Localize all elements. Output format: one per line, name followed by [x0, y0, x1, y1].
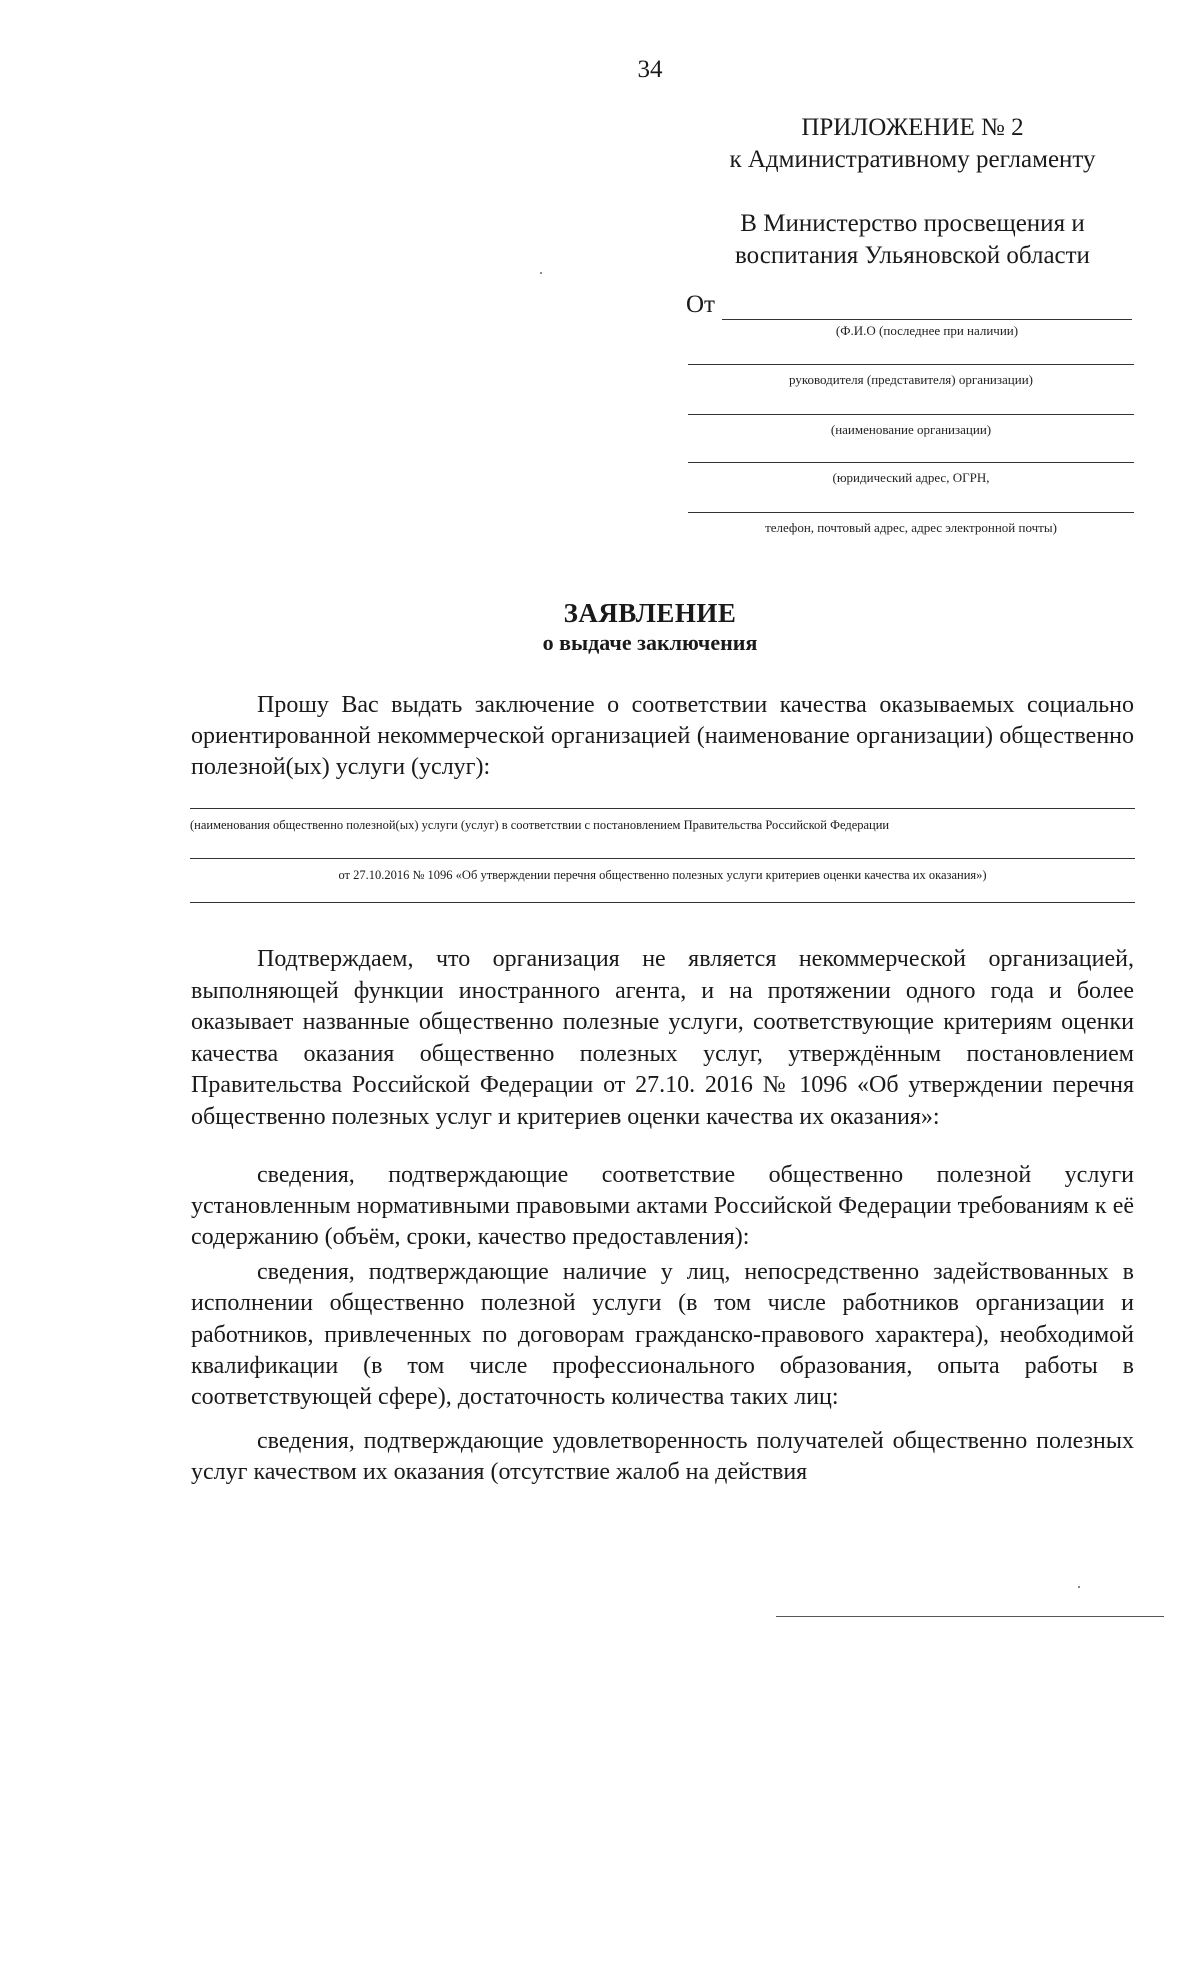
organization-name-caption: (наименование организации) — [830, 422, 992, 437]
annex-title: ПРИЛОЖЕНИЕ № 2 — [801, 114, 1024, 141]
legal-address-line — [688, 462, 1134, 463]
services-caption-2: от 27.10.2016 № 1096 «Об утверждении перечня общественно полезных услуги критериев оценки качества их оказания») — [338, 868, 987, 882]
applicant-name-line — [722, 319, 1132, 320]
item-recipient-satisfaction: сведения, подтверждающие удовлетворенность получателей общественно полезных услуг качеством их оказания (отсутствие жалоб на действия — [191, 1428, 1134, 1485]
from-label: От — [686, 291, 715, 318]
scan-speck — [540, 272, 542, 274]
scan-speck — [1078, 1586, 1080, 1588]
applicant-position-line — [688, 364, 1134, 365]
document-title: ЗАЯВЛЕНИЕ — [563, 598, 737, 628]
document-subtitle: о выдаче заключения — [542, 630, 758, 655]
services-line — [190, 808, 1135, 809]
services-line-2 — [190, 858, 1135, 859]
services-caption: (наименования общественно полезной(ых) услуги (услуг) в соответствии с постановлением Правительства Российской Федерации — [190, 818, 890, 832]
applicant-name-caption: (Ф.И.О (последнее при наличии) — [835, 323, 1019, 338]
services-line-3 — [190, 902, 1135, 903]
legal-address-caption: (юридический адрес, ОГРН, — [832, 470, 990, 485]
request-paragraph: Прошу Вас выдать заключение о соответствии качества оказываемых социально ориентированной некоммерческой организацией (наименование организации) общественно полезной(ых) услуги (услуг): — [191, 692, 1134, 780]
confirmation-paragraph: Подтверждаем, что организация не является некоммерческой организацией, выполняющей функции иностранного агента, и на протяжении одного года и более оказывает названные общественно полезные услуги, соответствующие критериям оценки качества оказания общественно полезных услуг, утверждённым постановлением Правительства Российской Федерации от 27.10. 2016 № 1096 «Об утверждении перечня общественно полезных услуг и критериев оценки качества их оказания»: — [191, 946, 1134, 1130]
scan-artifact-line — [776, 1616, 1164, 1617]
addressee: В Министерство просвещения и воспитания Ульяновской области — [735, 210, 1090, 269]
from-row — [686, 290, 1132, 322]
contacts-line — [688, 512, 1134, 513]
annex-subtitle: к Административному регламенту — [729, 146, 1096, 173]
item-service-compliance: сведения, подтверждающие соответствие общественно полезной услуги установленным нормативными правовыми актами Российской Федерации требованиям к её содержанию (объём, сроки, качество предоставления): — [191, 1162, 1134, 1250]
organization-name-line — [688, 414, 1134, 415]
contacts-caption: телефон, почтовый адрес, адрес электронной почты) — [765, 520, 1057, 535]
page-number: 34 — [637, 56, 663, 83]
applicant-position-caption: руководителя (представителя) организации) — [789, 372, 1033, 387]
item-staff-qualification: сведения, подтверждающие наличие у лиц, непосредственно задействованных в исполнении общественно полезной услуги (в том числе работников организации и работников, привлеченных по договорам гражданско-правового характера), необходимой квалификации (в том числе профессионального образования, опыта работы в соответствующей сфере), достаточность количества таких лиц: — [191, 1259, 1134, 1411]
